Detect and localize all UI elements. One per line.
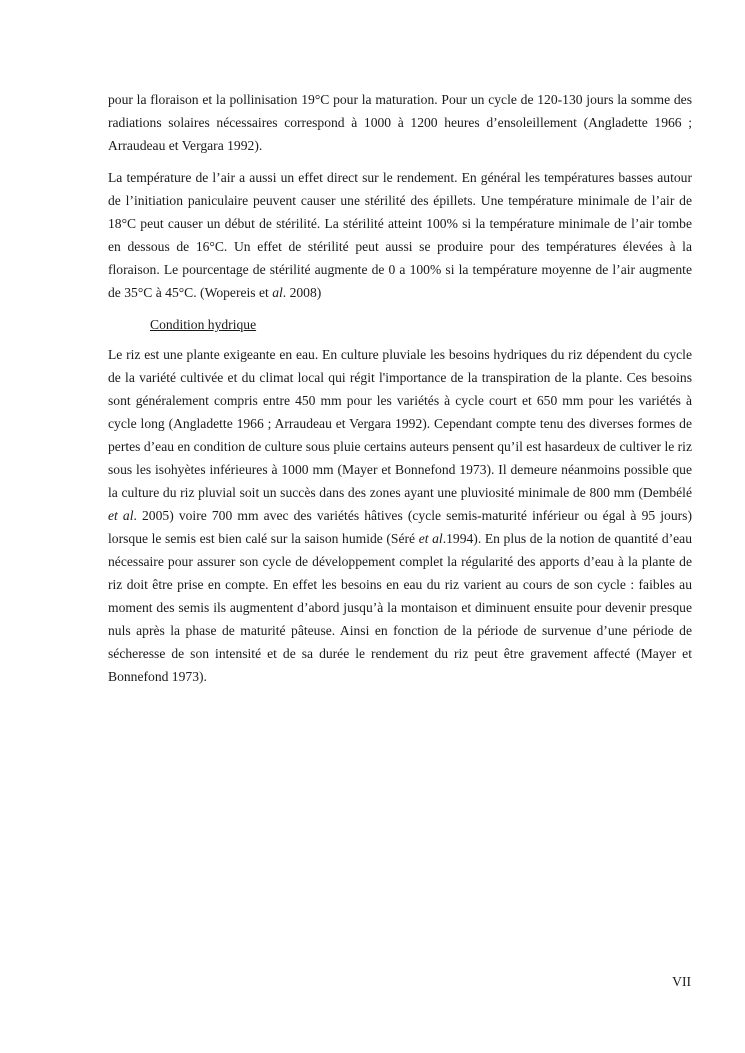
italic-text-segment: al <box>272 285 283 300</box>
page-number: VII <box>672 974 691 989</box>
text-segment: . 2005) voire 700 mm avec des variétés hâtives (cycle semis-maturité inférieur ou égal à 95 jours) lorsque le semis est bien calé sur la saison humide (Séré <box>108 508 692 546</box>
text-segment: .1994). En plus de la notion de quantité d’eau nécessaire pour assurer son cycle de développement complet la régularité des apports d’eau à la plante de riz doit être prise en compte. En effet les besoins en eau du riz varient au cours de son cycle : faibles au moment des semis ils augmentent d’abord jusqu’à la montaison et diminuent ensuite pour devenir presque nuls après la phase de maturité pâteuse. Ainsi en fonction de la période de survenue d’une période de sécheresse de son intensité et de sa durée le rendement du riz peut être gravement affecté (Mayer et Bonnefond 1973). <box>108 531 693 684</box>
text-segment: pour la floraison et la pollinisation 19°C pour la maturation. Pour un cycle de 120-130 jours la somme des radiations solaires nécessaires correspond à 1000 à 1200 heures d’ensoleillement (Angladette 1966 ; Arraudeau et Vergara 1992). <box>108 92 692 153</box>
italic-text-segment: et al <box>418 531 443 546</box>
section-heading: Condition hydrique <box>150 317 257 332</box>
italic-text-segment: et al <box>108 508 134 523</box>
paragraph-radiation <box>108 88 692 157</box>
text-segment: Le riz est une plante exigeante en eau. En culture pluviale les besoins hydriques du riz dépendent du cycle de la variété cultivée et du climat local qui régit l'importance de la transpiration de la plante. Ces besoins sont généralement compris entre 450 mm pour les variétés à cycle court et 650 mm pour les variétés à cycle long (Angladette 1966 ; Arraudeau et Vergara 1992). Cependant compte tenu des diverses formes de pertes d’eau en condition de culture sous pluie certains auteurs pensent qu’il est hasardeux de cultiver le riz sous les isohyètes inférieures à 1000 mm (Mayer et Bonnefond 1973). Il demeure néanmoins possible que la culture du riz pluvial soit un succès dans des zones ayant une pluviosité minimale de 800 mm (Dembélé <box>108 347 692 500</box>
text-segment: . 2008) <box>282 285 322 300</box>
text-segment: La température de l’air a aussi un effet direct sur le rendement. En général les températures basses autour de l’initiation paniculaire peuvent causer une stérilité des épillets. Une température minimale de l’air de 18°C peut causer un début de stérilité. La stérilité atteint 100% si la température minimale de l’air tombe en dessous de 16°C. Un effet de stérilité peut aussi se produire pour des températures élevées à la floraison. Le pourcentage de stérilité augmente de 0 a 100% si la température moyenne de l’air augmente de 35°C à 45°C. (Wopereis et <box>108 170 692 300</box>
paragraph-temperature <box>108 166 692 304</box>
paragraph-water-condition <box>108 343 692 688</box>
